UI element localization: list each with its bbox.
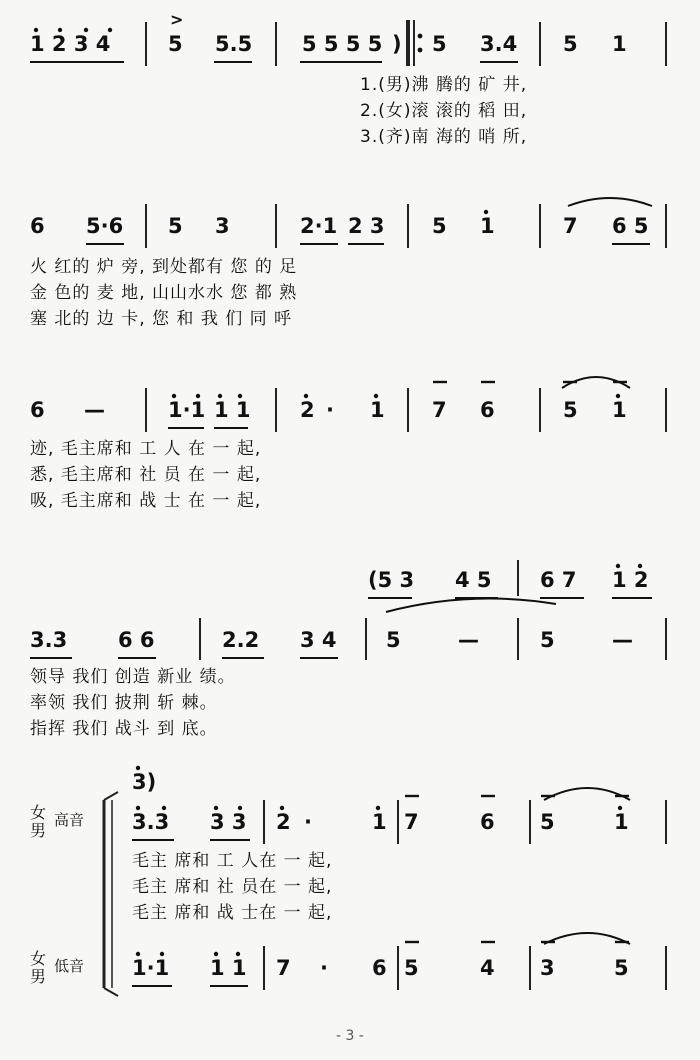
high-dot xyxy=(214,806,218,810)
note: 5 xyxy=(540,810,555,834)
label-male: 男 xyxy=(30,821,47,840)
intro-notes: (5 3 xyxy=(368,568,415,592)
note: 4 xyxy=(480,956,495,980)
high-dot xyxy=(160,952,164,956)
note: 6 xyxy=(480,398,495,422)
verse-3-lyric: 毛主 席和 战 士在 一 起, xyxy=(132,903,333,923)
verse-1-lyric: 领导 我们 创造 新业 绩。 xyxy=(30,667,236,687)
high-dot xyxy=(58,28,62,32)
high-dot xyxy=(238,394,242,398)
slur xyxy=(544,788,630,800)
slur xyxy=(562,377,630,388)
high-dot xyxy=(618,806,622,810)
note: 5 xyxy=(432,32,447,56)
repeat-dot xyxy=(418,34,423,39)
note: 5 xyxy=(563,398,578,422)
note-group: 2·1 xyxy=(300,214,338,238)
verse-1-lyric: 火 红的 炉 旁, 到处都有 您 的 足 xyxy=(30,257,298,277)
note-group: 1·1 xyxy=(132,956,170,980)
note-group: 3 4 xyxy=(300,628,337,652)
note-group: 3 3 xyxy=(210,810,247,834)
high-dot xyxy=(374,394,378,398)
note: 5 xyxy=(614,956,629,980)
slur xyxy=(568,198,652,206)
high-dot xyxy=(162,806,166,810)
intro-notes: 1 2 xyxy=(612,568,649,592)
label-male: 男 xyxy=(30,967,47,986)
slur xyxy=(386,599,556,612)
dot-note: · xyxy=(326,398,334,422)
high-dot xyxy=(196,394,200,398)
high-dot xyxy=(136,806,140,810)
note-group: 5.5 xyxy=(215,32,253,56)
note: 1 xyxy=(480,214,495,238)
note: 2 xyxy=(276,810,291,834)
note: 5 xyxy=(432,214,447,238)
note-group: 5·6 xyxy=(86,214,124,238)
dash-note: — xyxy=(612,628,633,652)
note: 7 xyxy=(432,398,447,422)
verse-2-lyric: 金 色的 麦 地, 山山水水 您 都 熟 xyxy=(30,283,298,303)
intro-notes: 4 5 xyxy=(455,568,492,592)
note-group: 5 5 5 5 xyxy=(302,32,383,56)
label-part: 高音 xyxy=(54,811,85,829)
note: 5 xyxy=(386,628,401,652)
note: 6 xyxy=(30,214,45,238)
dash-note: — xyxy=(84,398,105,422)
high-dot xyxy=(136,952,140,956)
bar-lines xyxy=(104,20,666,996)
high-dot xyxy=(34,28,38,32)
note-group: 3.3 xyxy=(132,810,170,834)
beams xyxy=(30,62,652,986)
note: 3 xyxy=(540,956,555,980)
high-dot xyxy=(238,806,242,810)
intro-notes: 6 7 xyxy=(540,568,577,592)
high-dot xyxy=(236,952,240,956)
intro-end: 3) xyxy=(132,770,157,794)
verse-3-lyric: 吸, 毛主席和 战 士 在 一 起, xyxy=(30,491,262,511)
note-group: 6 6 xyxy=(118,628,155,652)
note: 6 xyxy=(372,956,387,980)
note: 2 xyxy=(300,398,315,422)
bracket-bottom xyxy=(104,988,118,996)
high-dot xyxy=(484,210,488,214)
note: 5 xyxy=(563,32,578,56)
note: 1 xyxy=(372,810,387,834)
high-dot xyxy=(108,28,112,32)
accent-mark: > xyxy=(170,10,184,29)
label-part: 低音 xyxy=(54,957,85,975)
high-dot xyxy=(616,564,620,568)
note-group: 3.3 xyxy=(30,628,68,652)
note-group: 2 3 xyxy=(348,214,385,238)
verse-2-lyric: 率领 我们 披荆 斩 棘。 xyxy=(30,693,218,713)
note-group: 6 5 xyxy=(612,214,649,238)
note-group: 1 1 xyxy=(214,398,251,422)
verse-3-lyric: 塞 北的 边 卡, 您 和 我 们 同 呼 xyxy=(30,309,293,329)
high-dot xyxy=(304,394,308,398)
note: ) xyxy=(392,32,402,56)
note-group: 1 2 3 4 xyxy=(30,32,111,56)
high-dot xyxy=(218,394,222,398)
repeat-dot xyxy=(418,48,423,53)
verse-2-lyric: 毛主 席和 社 员在 一 起, xyxy=(132,877,333,897)
dash-note: — xyxy=(458,628,479,652)
note: 6 xyxy=(30,398,45,422)
verse-1-lyric: 迹, 毛主席和 工 人 在 一 起, xyxy=(30,439,262,459)
note: 7 xyxy=(276,956,291,980)
verse-2-lyric: 2.(女)滚 滚的 稻 田, xyxy=(360,101,528,121)
high-dot xyxy=(638,564,642,568)
high-dot xyxy=(280,806,284,810)
high-dot xyxy=(84,28,88,32)
note: 1 xyxy=(612,398,627,422)
high-dot xyxy=(172,394,176,398)
high-dot xyxy=(376,806,380,810)
bracket-top xyxy=(104,792,118,800)
verse-2-lyric: 悉, 毛主席和 社 员 在 一 起, xyxy=(30,465,262,485)
note-group: 1 1 xyxy=(210,956,247,980)
note-group: 1·1 xyxy=(168,398,206,422)
note: 6 xyxy=(480,810,495,834)
verse-1-lyric: 1.(男)沸 腾的 矿 井, xyxy=(360,75,528,95)
dot-note: · xyxy=(320,956,328,980)
octave-dots xyxy=(34,28,642,956)
note-group: 2.2 xyxy=(222,628,260,652)
page-number: - 3 - xyxy=(336,1028,364,1044)
note: 1 xyxy=(612,32,627,56)
note: 1 xyxy=(370,398,385,422)
note: 1 xyxy=(614,810,629,834)
note: 3 xyxy=(215,214,230,238)
verse-1-lyric: 毛主 席和 工 人在 一 起, xyxy=(132,851,333,871)
note: 5 xyxy=(404,956,419,980)
note: 5 xyxy=(168,32,183,56)
tenuto-dashes xyxy=(405,382,629,942)
high-dot xyxy=(136,766,140,770)
high-dot xyxy=(616,394,620,398)
verse-3-lyric: 3.(齐)南 海的 哨 所, xyxy=(360,127,528,147)
note: 7 xyxy=(563,214,578,238)
verse-3-lyric: 指挥 我们 战斗 到 底。 xyxy=(30,719,218,739)
note: 5 xyxy=(540,628,555,652)
note: 5 xyxy=(168,214,183,238)
high-dot xyxy=(214,952,218,956)
note-group: 3.4 xyxy=(480,32,518,56)
note: 7 xyxy=(404,810,419,834)
label-female: 女 xyxy=(30,803,47,822)
dot-note: · xyxy=(304,810,312,834)
label-female: 女 xyxy=(30,949,47,968)
